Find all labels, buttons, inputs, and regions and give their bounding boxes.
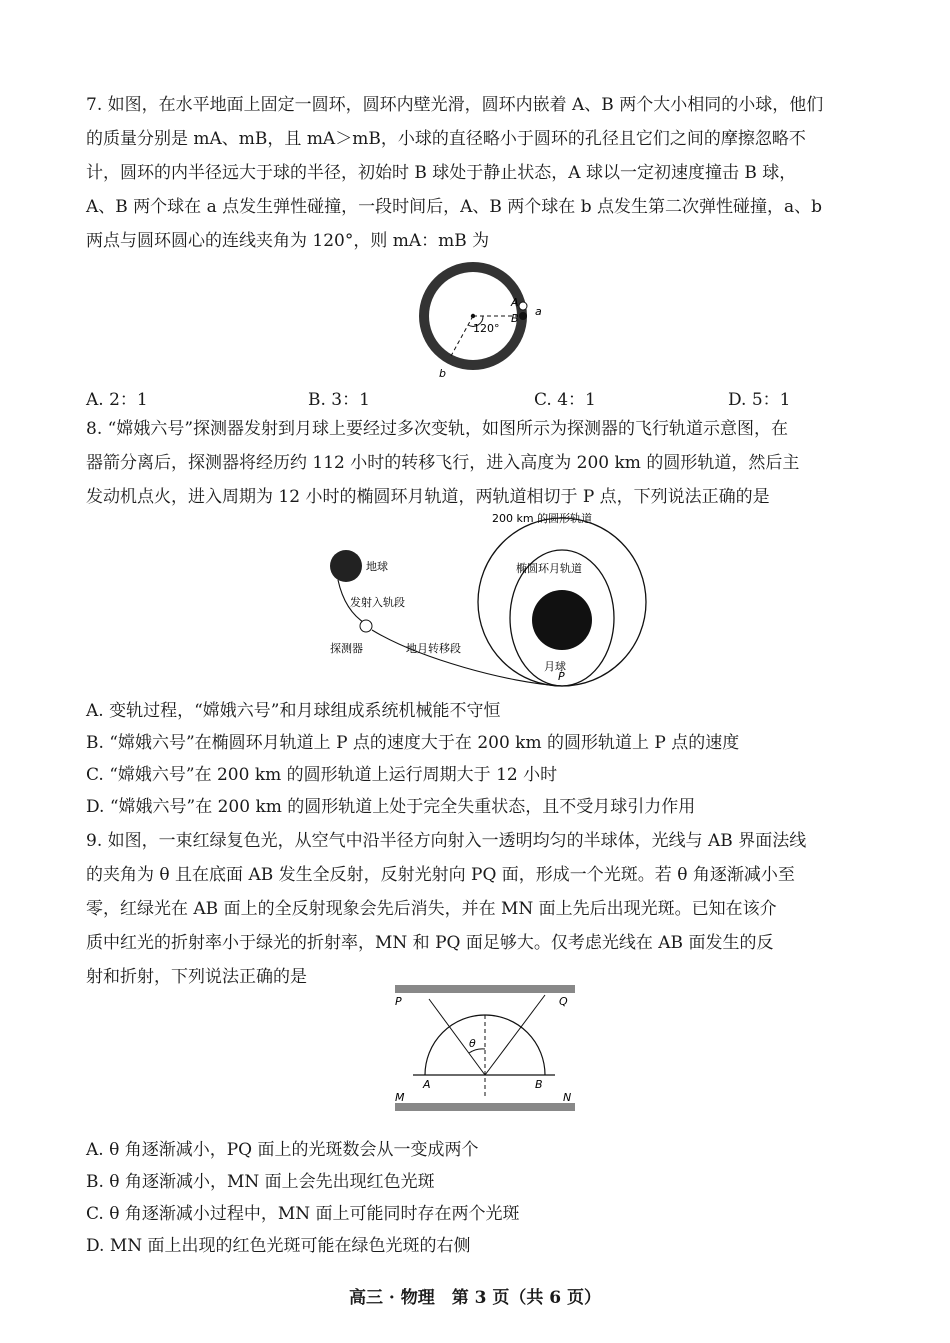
q8-line: 发动机点火，进入周期为 12 小时的椭圆环月轨道，两轨道相切于 P 点，下列说法正确的是 [86,487,770,507]
label-P: P [395,995,402,1008]
reflected-ray [485,995,545,1075]
q9-hemisphere-figure [383,985,583,1117]
earth [330,550,362,582]
q9-option-c[interactable]: C. θ 角逐渐减小过程中，MN 面上可能同时存在两个光斑 [86,1204,520,1224]
earth-label: 地球 [366,560,388,573]
theta-label: θ [469,1037,476,1050]
q9-option-b[interactable]: B. θ 角逐渐减小，MN 面上会先出现红色光斑 [86,1172,435,1192]
question-8 [86,412,886,514]
q8-line: 8. “嫦娥六号”探测器发射到月球上要经过多次变轨，如图所示为探测器的飞行轨道示意图，在 [86,419,789,439]
moon [532,590,592,650]
q7-line: 的质量分别是 mA、mB，且 mA＞mB，小球的直径略小于圆环的孔径且它们之间的摩擦忽略不 [86,129,806,149]
point-p-label: P [558,670,565,683]
label-N: N [563,1091,572,1104]
q7-line: 7. 如图，在水平地面上固定一圆环，圆环内壁光滑，圆环内嵌着 A、B 两个大小相同的小球，他们 [86,95,824,115]
q7-ring-figure [405,262,555,380]
q9-option-a[interactable]: A. θ 角逐渐减小，PQ 面上的光斑数会从一变成两个 [86,1140,479,1160]
q8-option-b[interactable]: B. “嫦娥六号”在椭圆环月轨道上 P 点的速度大于在 200 km 的圆形轨道上 P 点的速度 [86,733,740,753]
question-7 [86,88,886,258]
label-B: B [535,1078,543,1091]
q9-line: 的夹角为 θ 且在底面 AB 发生全反射，反射光射向 PQ 面，形成一个光斑。若 θ 角逐渐减小至 [86,865,795,885]
probe [360,620,372,632]
q8-option-a[interactable]: A. 变轨过程，“嫦娥六号”和月球组成系统机械能不守恒 [86,701,501,721]
label-a: a [535,305,542,318]
q7-option-d[interactable]: D. 5：1 [728,390,791,410]
q8-option-c[interactable]: C. “嫦娥六号”在 200 km 的圆形轨道上运行周期大于 12 小时 [86,765,558,785]
q9-option-d[interactable]: D. MN 面上出现的红色光斑可能在绿色光斑的右侧 [86,1236,471,1256]
moon-label: 月球 [544,660,566,673]
launch-label: 发射入轨段 [350,596,405,609]
q9-line: 9. 如图，一束红绿复色光，从空气中沿半径方向射入一透明均匀的半球体，光线与 AB 界面法线 [86,831,807,851]
incident-ray [429,999,485,1075]
q9-line: 射和折射，下列说法正确的是 [86,967,307,987]
question-9 [86,824,886,994]
label-M: M [395,1091,405,1104]
q8-line: 器箭分离后，探测器将经历约 112 小时的转移飞行，进入高度为 200 km 的圆形轨道，然后主 [86,453,800,473]
transfer-path [372,630,562,686]
label-A: A [511,296,519,309]
q9-line: 质中红光的折射率小于绿光的折射率，MN 和 PQ 面足够大。仅考虑光线在 AB 面发生的反 [86,933,774,953]
label-b: b [439,367,446,380]
q7-line: 两点与圆环圆心的连线夹角为 120°，则 mA：mB 为 [86,231,490,251]
q7-option-a[interactable]: A. 2：1 [86,390,148,410]
q7-line: 计，圆环的内半径远大于球的半径，初始时 B 球处于静止状态，A 球以一定初速度撞击 B 球， [86,163,797,183]
probe-label: 探测器 [330,642,363,655]
ball-b [519,312,527,320]
pq-surface [395,985,575,991]
q7-option-b[interactable]: B. 3：1 [308,390,370,410]
elliptic-orbit-label: 椭圆环月轨道 [516,562,582,575]
ball-a [519,302,527,310]
q7-options [86,385,886,411]
q7-line: A、B 两个球在 a 点发生弹性碰撞，一段时间后，A、B 两个球在 b 点发生第二次弹性碰撞，a、b [86,197,822,217]
page-footer: 高三 · 物理 第 3 页（共 6 页） [348,1288,602,1308]
angle-label: 120° [473,322,500,335]
mn-surface [395,1105,575,1111]
q9-line: 零，红绿光在 AB 面上的全反射现象会先后消失，并在 MN 面上先后出现光斑。已知在该介 [86,899,777,919]
transfer-label: 地月转移段 [406,642,461,655]
label-A: A [423,1078,431,1091]
label-Q: Q [559,995,568,1008]
label-B: B [511,312,519,325]
circle-orbit-label: 200 km 的圆形轨道 [492,512,593,525]
q8-orbit-figure [318,508,658,688]
q8-option-d[interactable]: D. “嫦娥六号”在 200 km 的圆形轨道上处于完全失重状态，且不受月球引力作用 [86,797,696,817]
q7-option-c[interactable]: C. 4：1 [534,390,596,410]
